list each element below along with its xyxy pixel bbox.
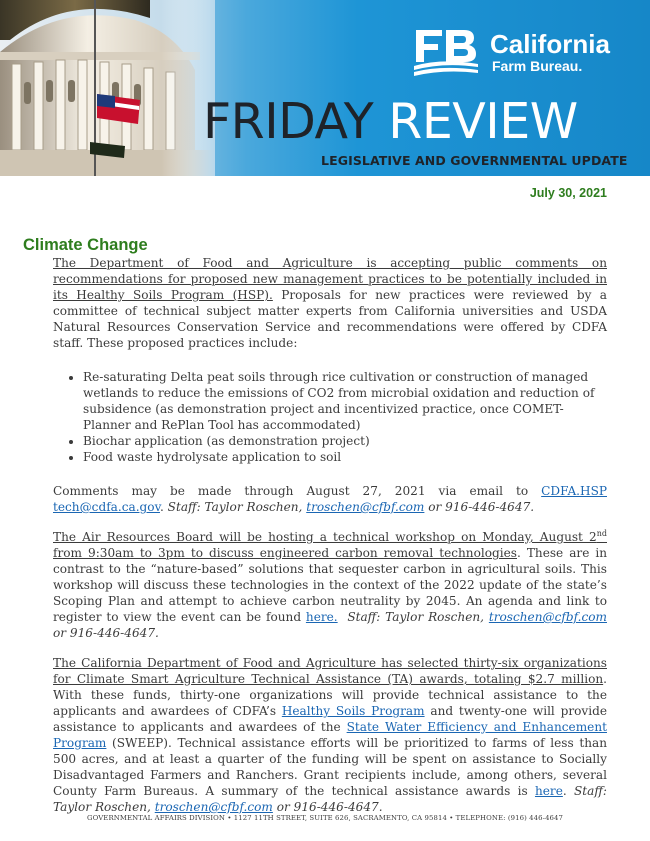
brand-name: California [490, 29, 610, 59]
header-banner [0, 0, 650, 176]
arb-paragraph [53, 529, 607, 641]
capitol-dome-image [0, 0, 215, 176]
title-review: REVIEW [388, 93, 578, 150]
article-body [53, 255, 607, 815]
staff-phone: or 916-446-4647. [53, 626, 159, 640]
comments-text: Comments may be made through August 27, 2021 via email to [53, 484, 542, 498]
list-item: • Biochar application (as demonstration project) [83, 433, 607, 449]
page-footer: GOVERNMENTAL AFFAIRS DIVISION • 1127 11TH STREET, SUITE 626, SACRAMENTO, CA 95814 • TELEPHONE: (916) 446-4647 [87, 814, 563, 822]
staff-phone: or 916-446-4647. [424, 500, 535, 514]
hsp-paragraph [53, 255, 607, 351]
hsp-text: Proposals for new practices were reviewed by a committee of technical subject matter experts from California universities and USDA Natural Resources Conservation Service and recommendations were offered by CDFA staff. These proposed practices include: [53, 288, 608, 350]
arb-lead-a: The Air Resources Board will be hosting a technical workshop on Monday, August 2 [53, 530, 597, 544]
staff-label: Staff: Taylor Roschen, [347, 610, 489, 624]
section-title: Climate Change [23, 236, 148, 254]
arb-text: . These are in contrast to the “nature-based” solutions that sequester carbon in agricultural soils. This workshop will discuss these technologies in the context of the 2022 update of the state’s Scoping Plan and attempt to achieve carbon neutrality by 2045. An agenda and link to register to view the event can be found [53, 546, 607, 624]
cdfa-period: . [562, 784, 574, 798]
newsletter-title [203, 93, 578, 150]
california-farm-bureau-logo [412, 26, 632, 78]
staff-email-link[interactable]: troschen@cfbf.com [306, 500, 425, 514]
cdfa-paragraph [53, 655, 607, 815]
farm-bureau-emblem-icon [412, 26, 484, 78]
cdfa-text-3: (SWEEP). Technical assistance efforts will be prioritized to farms of less than 500 acres, and at least a quarter of the funding will be spent on assistance to Socially Disadvantaged Farmers and Ranchers. Grant recipients include, among others, several County Farm Bureaus. A summary of the technical assistance awards is [53, 736, 607, 798]
brand-subtitle: Farm Bureau. [492, 58, 583, 74]
staff-email-link[interactable]: troschen@cfbf.com [154, 800, 273, 814]
staff-email-link[interactable]: troschen@cfbf.com [488, 610, 607, 624]
hsp-email-link[interactable]: CDFA.HSP tech@cdfa.ca.gov [53, 484, 607, 514]
staff-phone: or 916-446-4647. [272, 800, 383, 814]
sweep-program-link[interactable]: State Water Efficiency and Enhancement Program [53, 720, 607, 750]
arb-lead-b: from 9:30am to 3pm to discuss engineered carbon removal technologies [53, 546, 517, 560]
staff-label: Staff: Taylor Roschen, [53, 784, 607, 814]
cdfa-text-1: . With these funds, thirty-one organizations will provide technical assistance to the applicants and awardees of CDFA’s [53, 672, 607, 718]
comments-period: . [159, 500, 168, 514]
issue-date: July 30, 2021 [529, 186, 607, 200]
cdfa-text-2: and twenty-one will provide assistance to applicants and awardees of the [53, 704, 607, 734]
practices-list [53, 369, 607, 465]
arb-lead-sup: nd [596, 528, 607, 538]
cdfa-lead: The California Department of Food and Agriculture has selected thirty-six organizations for Climate Smart Agriculture Technical Assistance (TA) awards, totaling $2.7 million [53, 656, 607, 686]
arb-register-link[interactable]: here. [305, 610, 338, 624]
title-friday: FRIDAY [203, 93, 374, 150]
staff-label: Staff: Taylor Roschen, [167, 500, 307, 514]
list-item: • Re-saturating Delta peat soils through rice cultivation or construction of managed wetlands to reduce the emissions of CO2 from microbial oxidation and reduction of subsidence (as demonstration project and incentivized practice, once COMET-Planner and RePlan Tool has accommodated) [83, 369, 607, 433]
list-item: • Food waste hydrolysate application to soil [83, 449, 607, 465]
newsletter-subtitle: LEGISLATIVE AND GOVERNMENTAL UPDATE [321, 153, 628, 168]
comments-paragraph [53, 483, 607, 515]
hsp-lead: The Department of Food and Agriculture is accepting public comments on recommendations for proposed new management practices to be potentially included in its Healthy Soils Program (HSP). [53, 256, 607, 302]
healthy-soils-program-link[interactable]: Healthy Soils Program [281, 704, 425, 718]
awards-summary-link[interactable]: here [534, 784, 563, 798]
